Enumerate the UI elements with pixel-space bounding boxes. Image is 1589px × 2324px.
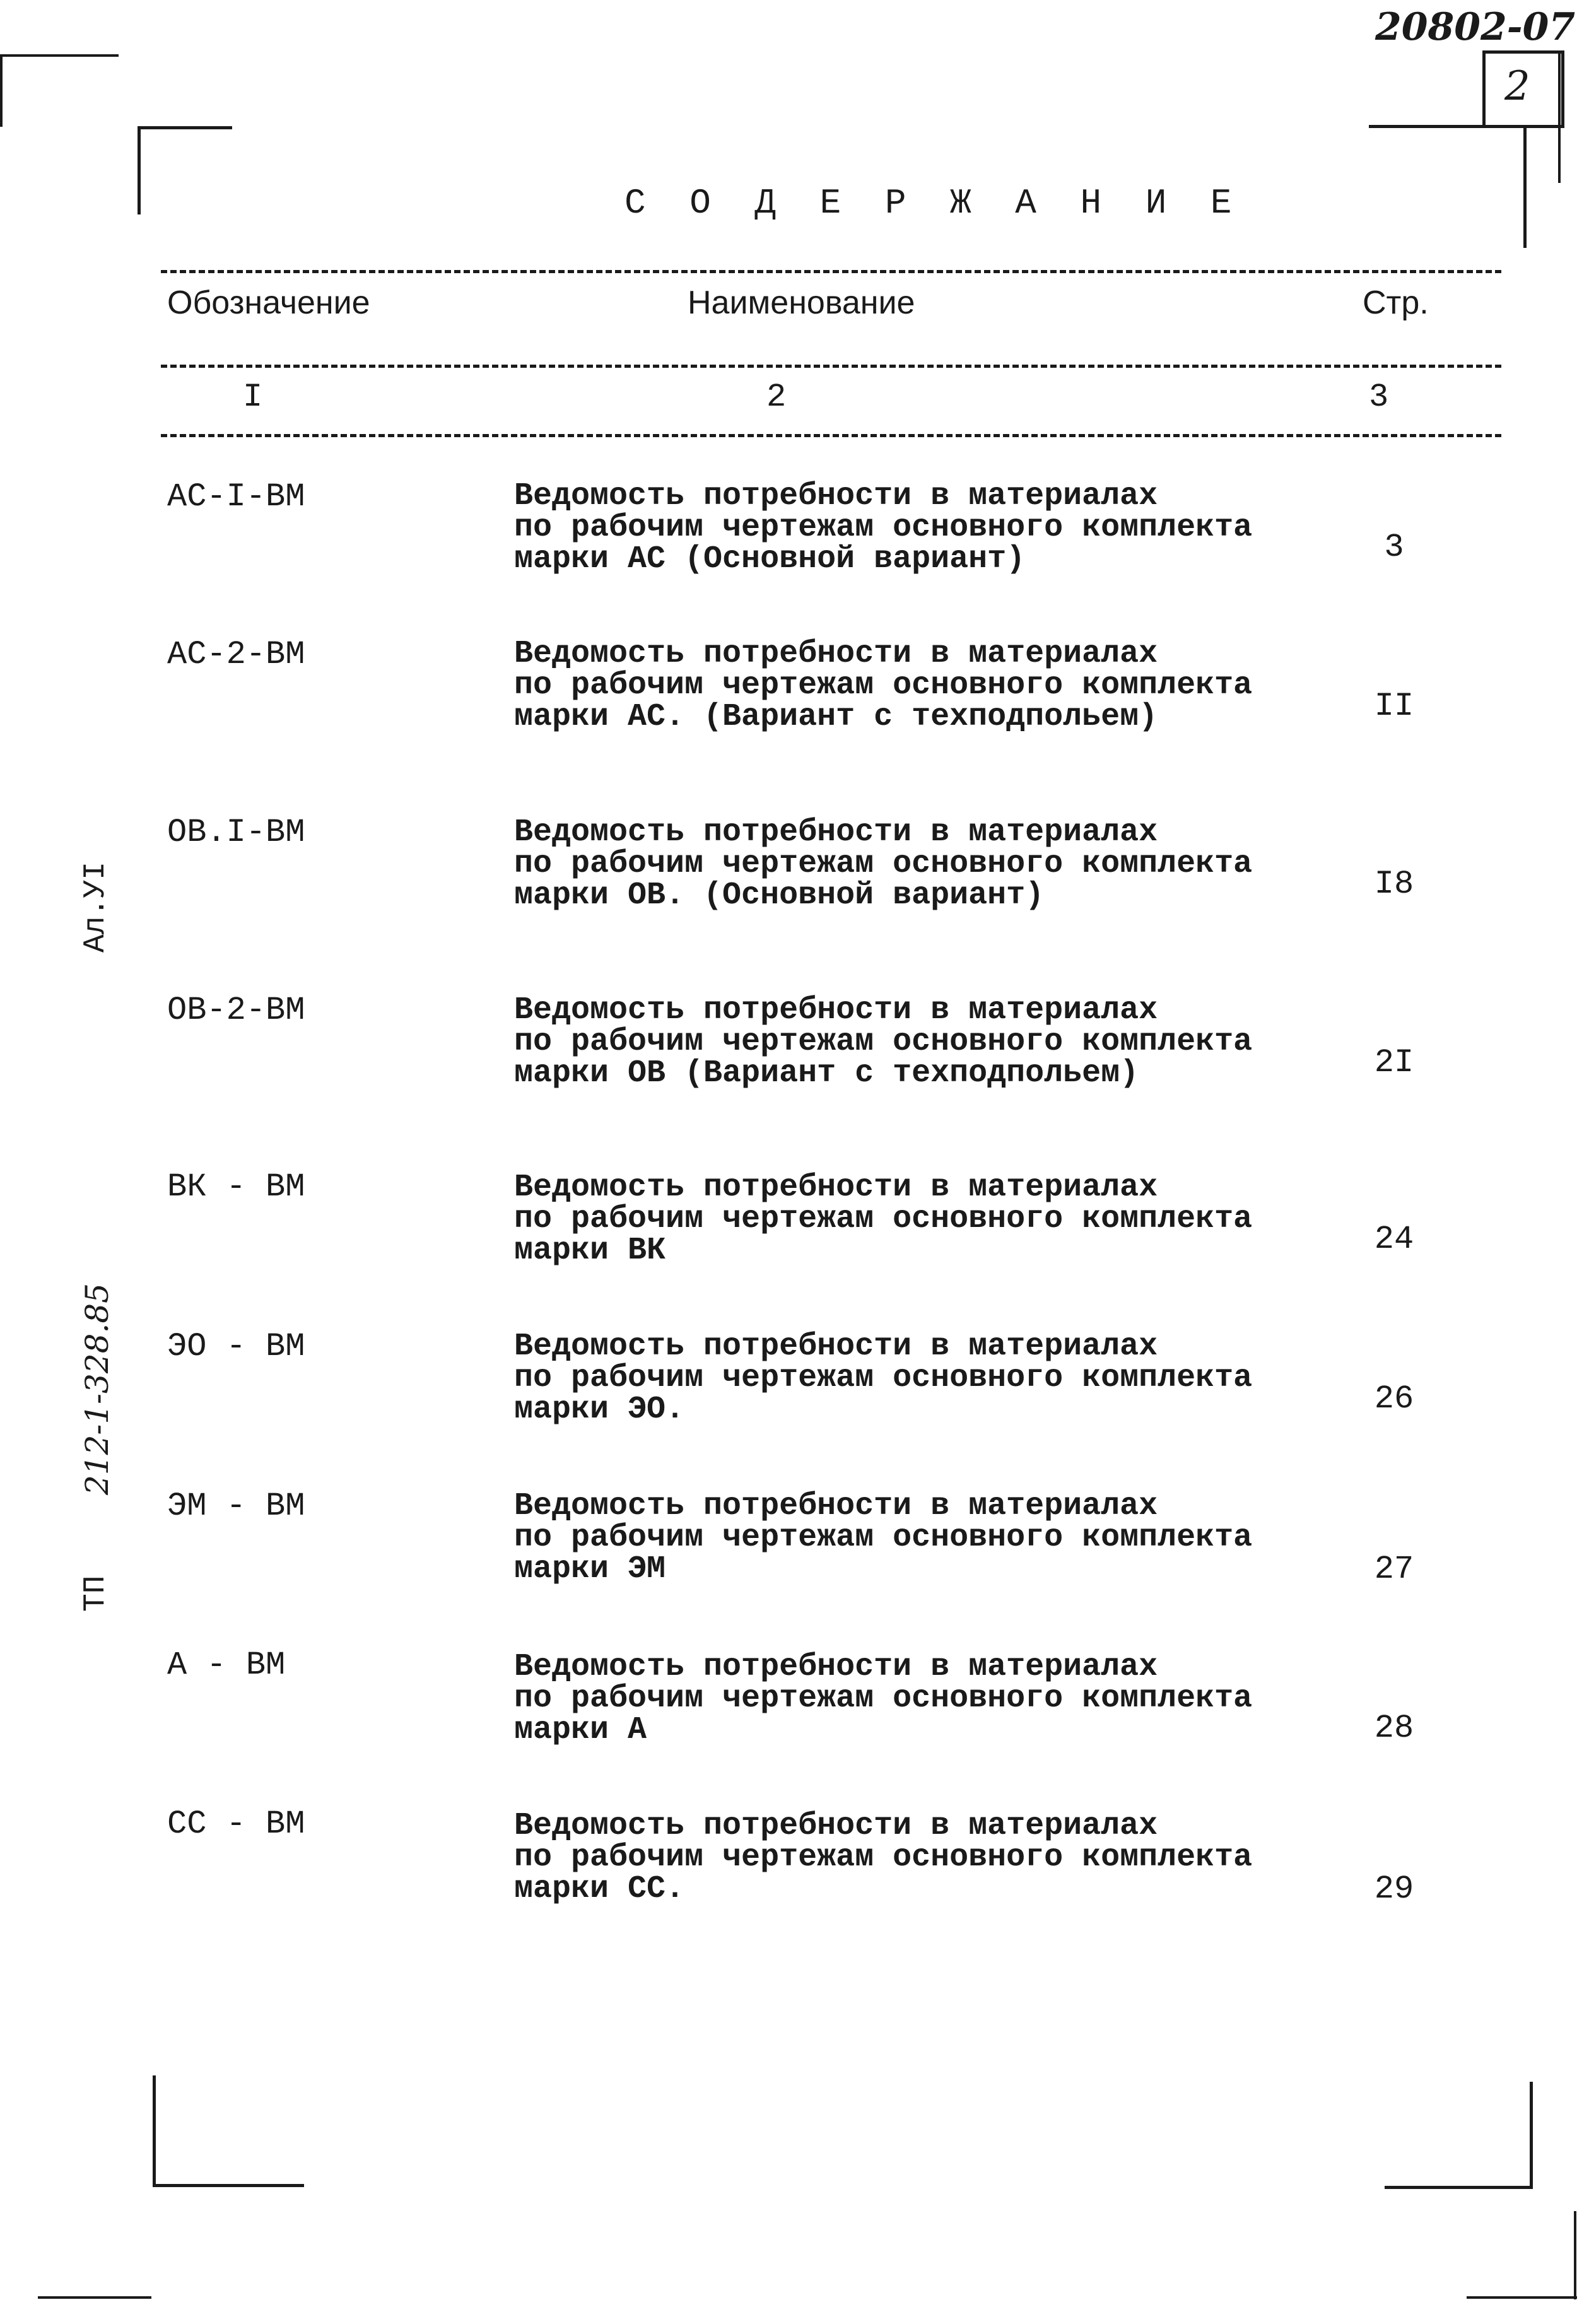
row-page: 26: [1374, 1380, 1414, 1417]
frame-corner-top-left-h: [138, 126, 232, 129]
header-divider-bottom: [161, 434, 1501, 437]
row-name: Ведомость потребности в материалах по рабочим чертежам основного комплекта марки АС (Основной вариант): [514, 478, 1253, 577]
row-designation: ЭО - ВМ: [167, 1328, 305, 1365]
row-page: 29: [1374, 1870, 1414, 1908]
frame-edge-bottom-right-h: [1467, 2296, 1577, 2299]
row-page: II: [1374, 688, 1414, 725]
frame-edge-bottom-right-v: [1574, 2211, 1576, 2299]
row-name: Ведомость потребности в материалах по рабочим чертежам основного комплекта марки ЭО.: [514, 1329, 1253, 1428]
row-page: 24: [1374, 1221, 1414, 1258]
album-label: Ал.УI: [79, 861, 113, 953]
frame-corner-top-right-h: [1369, 125, 1561, 128]
frame-corner-bottom-right-h: [1385, 2186, 1533, 2189]
header-divider-middle: [161, 365, 1501, 368]
frame-corner-top-left-outer-h: [0, 54, 119, 57]
row-designation: АС-2-ВМ: [167, 636, 305, 673]
frame-corner-bottom-right-v: [1530, 2082, 1533, 2188]
page-title: С О Д Е Р Ж А Н И Е: [624, 183, 1243, 223]
frame-corner-top-left-v: [138, 126, 141, 214]
row-name: Ведомость потребности в материалах по рабочим чертежам основного комплекта марки СС.: [514, 1808, 1253, 1907]
row-name: Ведомость потребности в материалах по рабочим чертежам основного комплекта марки А: [514, 1649, 1253, 1748]
column-header-page: Стр.: [1363, 285, 1429, 321]
column-header-designation: Обозначение: [167, 285, 370, 321]
row-name: Ведомость потребности в материалах по рабочим чертежам основного комплекта марки ОВ. (Основной вариант): [514, 814, 1253, 913]
row-designation: СС - ВМ: [167, 1805, 305, 1843]
row-name: Ведомость потребности в материалах по рабочим чертежам основного комплекта марки ЭМ: [514, 1488, 1253, 1587]
frame-edge-right-top: [1558, 50, 1561, 183]
row-name: Ведомость потребности в материалах по рабочим чертежам основного комплекта марки АС. (Вариант с техподпольем): [514, 636, 1253, 735]
frame-corner-bottom-left-v: [153, 2075, 156, 2186]
row-designation: А - ВМ: [167, 1646, 286, 1684]
sheet-number: 2: [1504, 63, 1530, 110]
project-number: 212-1-328.85: [79, 1283, 115, 1495]
column-number-2: 2: [766, 379, 787, 416]
column-number-3: 3: [1369, 379, 1389, 416]
row-name: Ведомость потребности в материалах по рабочим чертежам основного комплекта марки ОВ (Вариант с техподпольем): [514, 992, 1253, 1091]
row-page: 3: [1384, 529, 1404, 566]
row-designation: ОВ.I-ВМ: [167, 814, 305, 851]
row-name: Ведомость потребности в материалах по рабочим чертежам основного комплекта марки ВК: [514, 1170, 1253, 1269]
frame-corner-top-right-v: [1523, 125, 1527, 248]
archive-number: 20802-07: [1375, 5, 1576, 49]
project-prefix: ТП: [79, 1575, 113, 1612]
column-header-name: Наименование: [688, 285, 915, 321]
row-designation: АС-I-ВМ: [167, 478, 305, 515]
row-designation: ВК - ВМ: [167, 1168, 305, 1206]
row-page: 2I: [1374, 1044, 1414, 1081]
column-number-1: I: [243, 379, 263, 416]
frame-corner-bottom-left-h: [153, 2184, 304, 2187]
row-page: 28: [1374, 1710, 1414, 1747]
row-page: I8: [1374, 866, 1414, 903]
row-page: 27: [1374, 1551, 1414, 1588]
row-designation: ЭМ - ВМ: [167, 1488, 305, 1525]
header-divider-top: [161, 270, 1501, 273]
frame-edge-bottom-left: [38, 2296, 151, 2299]
row-designation: ОВ-2-ВМ: [167, 992, 305, 1029]
frame-corner-top-left-outer-v: [0, 54, 3, 127]
